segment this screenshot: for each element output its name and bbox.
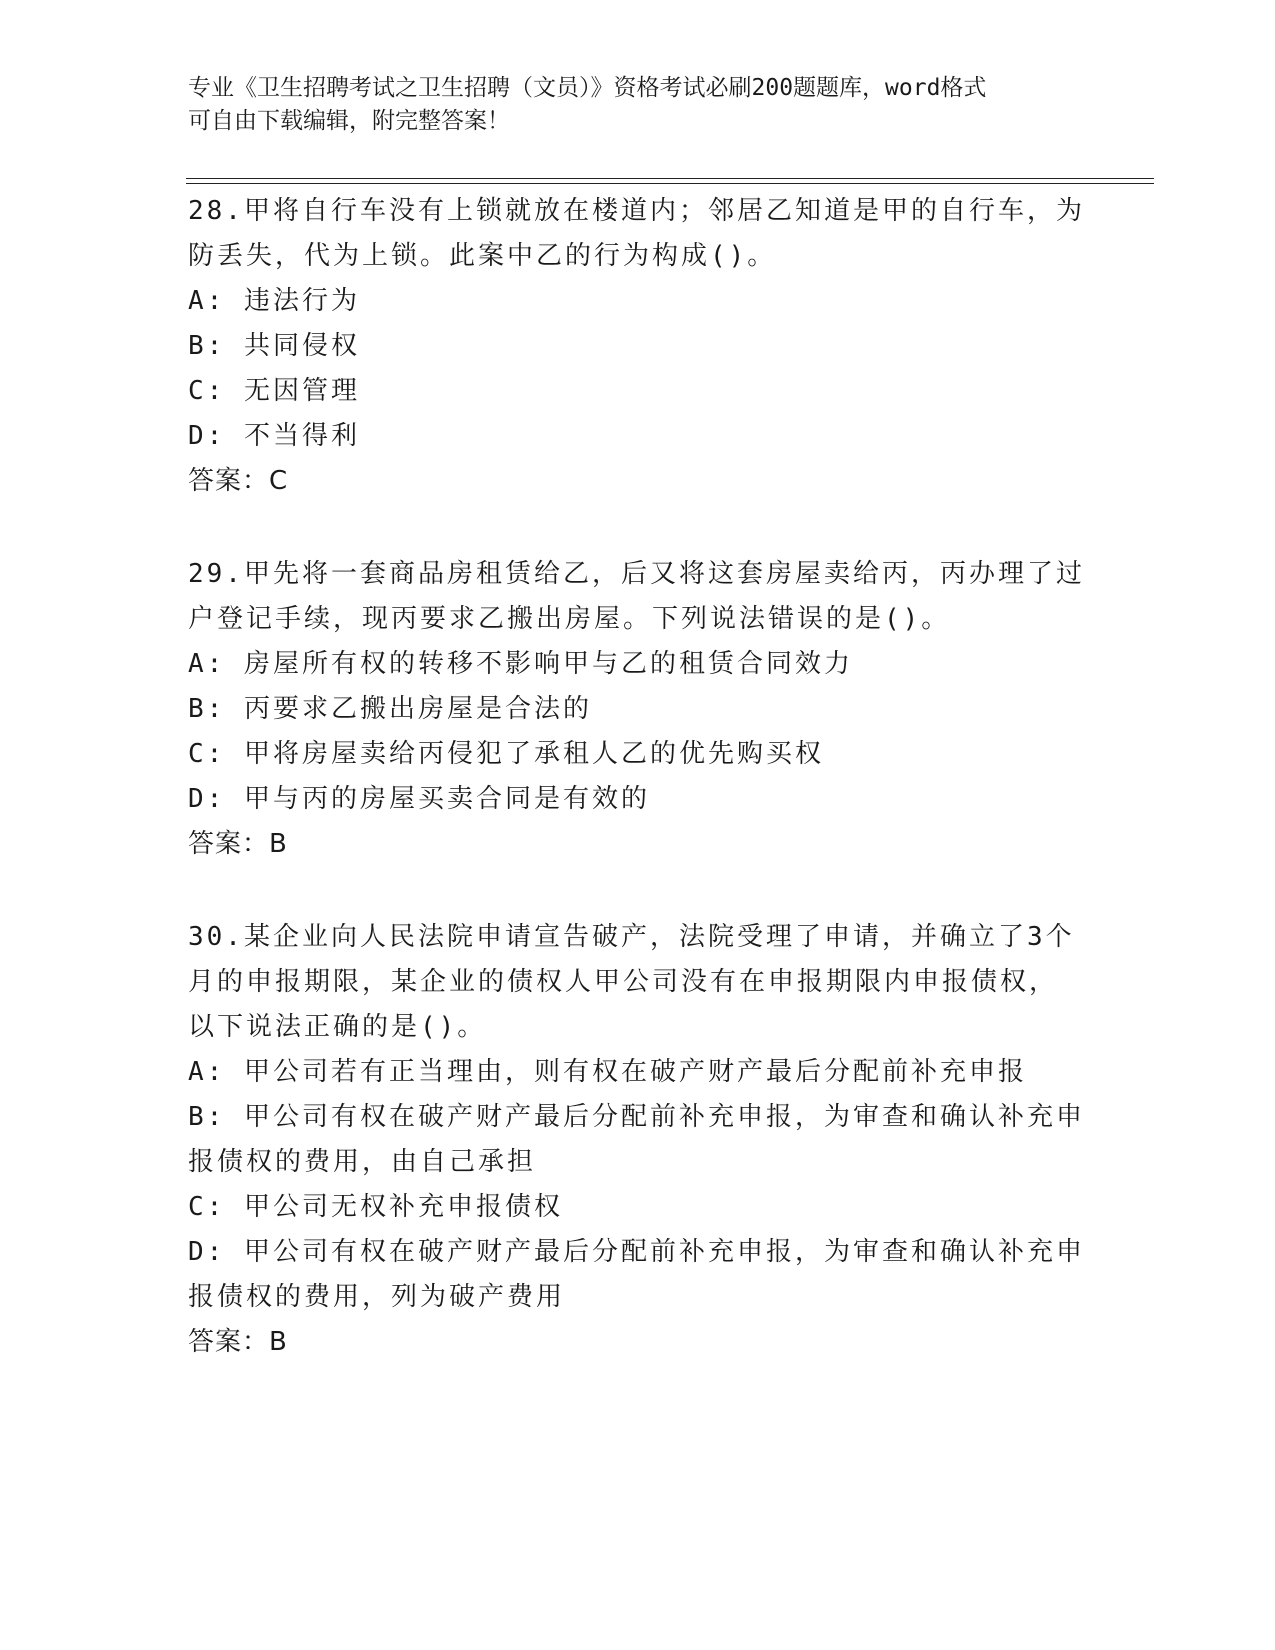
answer-line [188, 1320, 1088, 1365]
header-line-2: 可自由下载编辑，附完整答案！ [188, 108, 510, 134]
question-number: 29. [188, 559, 244, 589]
option-a: A: 房屋所有权的转移不影响甲与乙的租赁合同效力 [188, 649, 853, 679]
question-text-line [188, 189, 1088, 234]
question-stem: 甲先将一套商品房租赁给乙，后又将这套房屋卖给丙，丙办理了过 [243, 559, 1085, 589]
answer-label: 答案： [188, 1327, 270, 1357]
option-d-continued: 报债权的费用，列为破产费用 [188, 1282, 566, 1312]
question-28 [188, 189, 1088, 504]
option-a: A: 违法行为 [188, 286, 360, 316]
question-text-line [188, 552, 1088, 597]
question-number: 28. [188, 196, 244, 226]
question-text-line: 以下说法正确的是()。 [188, 1012, 487, 1042]
answer-label: 答案： [188, 829, 270, 859]
answer-value: B [269, 829, 288, 859]
question-number: 30. [188, 922, 244, 952]
option-d: D: 不当得利 [188, 421, 360, 451]
answer-value: B [269, 1327, 288, 1357]
question-stem: 某企业向人民法院申请宣告破产，法院受理了申请，并确立了3个 [243, 922, 1075, 952]
option-a: A: 甲公司若有正当理由，则有权在破产财产最后分配前补充申报 [188, 1057, 1027, 1087]
question-29 [188, 552, 1088, 867]
option-d: D: 甲与丙的房屋买卖合同是有效的 [188, 784, 650, 814]
question-text-line: 月的申报期限，某企业的债权人甲公司没有在申报期限内申报债权， [188, 967, 1059, 997]
option-b-continued: 报债权的费用，由自己承担 [188, 1147, 537, 1177]
answer-value: C [269, 466, 289, 496]
header-divider-top [186, 178, 1154, 179]
document-header [188, 72, 1088, 138]
header-line-1: 专业《卫生招聘考试之卫生招聘（文员）》资格考试必刷200题题库，word格式 [188, 75, 987, 101]
option-b: B: 丙要求乙搬出房屋是合法的 [188, 694, 592, 724]
answer-label: 答案： [188, 466, 270, 496]
question-text-line: 防丢失，代为上锁。此案中乙的行为构成()。 [188, 241, 777, 271]
option-c: C: 甲将房屋卖给丙侵犯了承租人乙的优先购买权 [188, 739, 824, 769]
option-b: B: 共同侵权 [188, 331, 360, 361]
question-text-line [188, 915, 1088, 960]
answer-line [188, 822, 1088, 867]
header-divider-bottom [186, 183, 1154, 184]
option-d: D: 甲公司有权在破产财产最后分配前补充申报，为审查和确认补充申 [188, 1237, 1085, 1267]
question-30 [188, 915, 1088, 1365]
option-b: B: 甲公司有权在破产财产最后分配前补充申报，为审查和确认补充申 [188, 1102, 1085, 1132]
option-c: C: 甲公司无权补充申报债权 [188, 1192, 563, 1222]
question-text-line: 户登记手续，现丙要求乙搬出房屋。下列说法错误的是()。 [188, 604, 951, 634]
question-stem: 甲将自行车没有上锁就放在楼道内；邻居乙知道是甲的自行车，为 [243, 196, 1085, 226]
answer-line [188, 459, 1088, 504]
option-c: C: 无因管理 [188, 376, 360, 406]
